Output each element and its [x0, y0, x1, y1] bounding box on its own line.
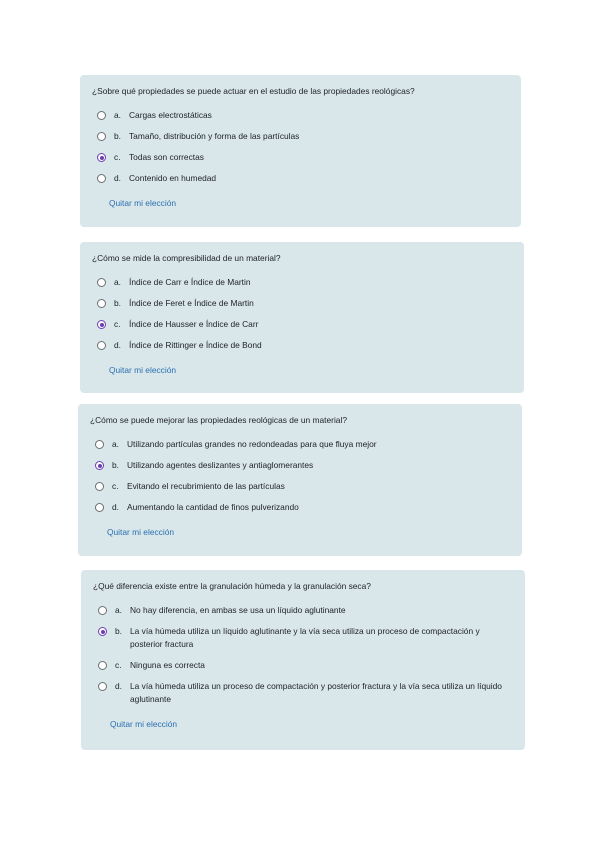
radio-button[interactable] [95, 440, 104, 449]
answer-option[interactable] [97, 109, 509, 122]
radio-button[interactable] [97, 299, 106, 308]
answer-letter: b. [114, 298, 121, 308]
answer-option[interactable] [95, 501, 510, 514]
radio-button[interactable] [97, 132, 106, 141]
answer-option[interactable] [97, 130, 509, 143]
radio-button[interactable] [97, 174, 106, 183]
answer-text: Ninguna es correcta [130, 660, 205, 670]
question-text: ¿Qué diferencia existe entre la granulación húmeda y la granulación seca? [93, 581, 371, 591]
answer-text: Tamaño, distribución y forma de las partículas [129, 131, 300, 141]
question-text: ¿Cómo se puede mejorar las propiedades reológicas de un material? [90, 415, 347, 425]
clear-choice-link[interactable]: Quitar mi elección [107, 527, 175, 537]
answer-letter: a. [114, 110, 121, 120]
answer-list [90, 438, 510, 514]
radio-button[interactable] [95, 503, 104, 512]
clear-choice-link[interactable]: Quitar mi elección [109, 365, 177, 375]
clear-choice-link[interactable]: Quitar mi elección [109, 198, 177, 208]
question-card [81, 570, 525, 750]
answer-letter: b. [112, 460, 119, 470]
clear-choice-link[interactable]: Quitar mi elección [110, 719, 178, 729]
radio-button-selected[interactable] [97, 153, 106, 162]
answer-text: Índice de Carr e Índice de Martin [129, 277, 251, 287]
answer-option[interactable] [98, 659, 513, 672]
answer-letter: d. [114, 340, 121, 350]
answer-letter: d. [112, 502, 119, 512]
answer-option[interactable] [98, 604, 513, 617]
question-text: ¿Sobre qué propiedades se puede actuar en el estudio de las propiedades reológicas? [92, 86, 415, 96]
radio-button[interactable] [98, 606, 107, 615]
answer-option[interactable] [95, 459, 510, 472]
answer-text: Evitando el recubrimiento de las partículas [127, 481, 285, 491]
answer-text: No hay diferencia, en ambas se usa un líquido aglutinante [130, 605, 346, 615]
answer-text: Contenido en humedad [129, 173, 217, 183]
question-text: ¿Cómo se mide la compresibilidad de un material? [92, 253, 281, 263]
radio-button[interactable] [97, 111, 106, 120]
answer-letter: b. [114, 131, 121, 141]
radio-button[interactable] [98, 682, 107, 691]
answer-option[interactable] [97, 151, 509, 164]
answer-text: Utilizando partículas grandes no redondeadas para que fluya mejor [127, 439, 377, 449]
answer-text: Índice de Rittinger e Índice de Bond [129, 340, 262, 350]
answer-option[interactable] [97, 318, 512, 331]
radio-button-selected[interactable] [97, 320, 106, 329]
question-card [80, 75, 521, 227]
radio-button[interactable] [98, 661, 107, 670]
answer-text: Índice de Hausser e Índice de Carr [129, 319, 259, 329]
answer-option[interactable] [97, 276, 512, 289]
answer-text: Aumentando la cantidad de finos pulverizando [127, 502, 299, 512]
answer-letter: a. [112, 439, 119, 449]
question-card [78, 404, 522, 556]
answer-text: Todas son correctas [129, 152, 204, 162]
answer-option[interactable] [97, 339, 512, 352]
answer-list [93, 604, 513, 706]
answer-text: La vía húmeda utiliza un proceso de compactación y posterior fractura y la vía seca utiliza un líquido aglutinante [130, 681, 502, 704]
radio-button[interactable] [95, 482, 104, 491]
answer-text: Utilizando agentes deslizantes y antiaglomerantes [127, 460, 314, 470]
answer-letter: c. [114, 319, 121, 329]
radio-button-selected[interactable] [98, 627, 107, 636]
question-card [80, 242, 524, 393]
radio-button[interactable] [97, 278, 106, 287]
answer-option[interactable] [95, 438, 510, 451]
answer-letter: c. [112, 481, 119, 491]
radio-button[interactable] [97, 341, 106, 350]
answer-option[interactable] [95, 480, 510, 493]
radio-button-selected[interactable] [95, 461, 104, 470]
answer-text: La vía húmeda utiliza un líquido aglutinante y la vía seca utiliza un proceso de compactación y posterior fractura [130, 626, 480, 649]
answer-option[interactable] [97, 172, 509, 185]
answer-option[interactable] [97, 297, 512, 310]
answer-letter: a. [114, 277, 121, 287]
answer-text: Cargas electrostáticas [129, 110, 212, 120]
answer-list [92, 109, 509, 185]
answer-letter: b. [115, 626, 122, 636]
answer-letter: c. [114, 152, 121, 162]
answer-letter: c. [115, 660, 122, 670]
answer-text: Índice de Feret e Índice de Martin [129, 298, 254, 308]
answer-letter: d. [114, 173, 121, 183]
answer-letter: a. [115, 605, 122, 615]
answer-option[interactable] [98, 625, 513, 651]
answer-letter: d. [115, 681, 122, 691]
answer-list [92, 276, 512, 352]
answer-option[interactable] [98, 680, 513, 706]
